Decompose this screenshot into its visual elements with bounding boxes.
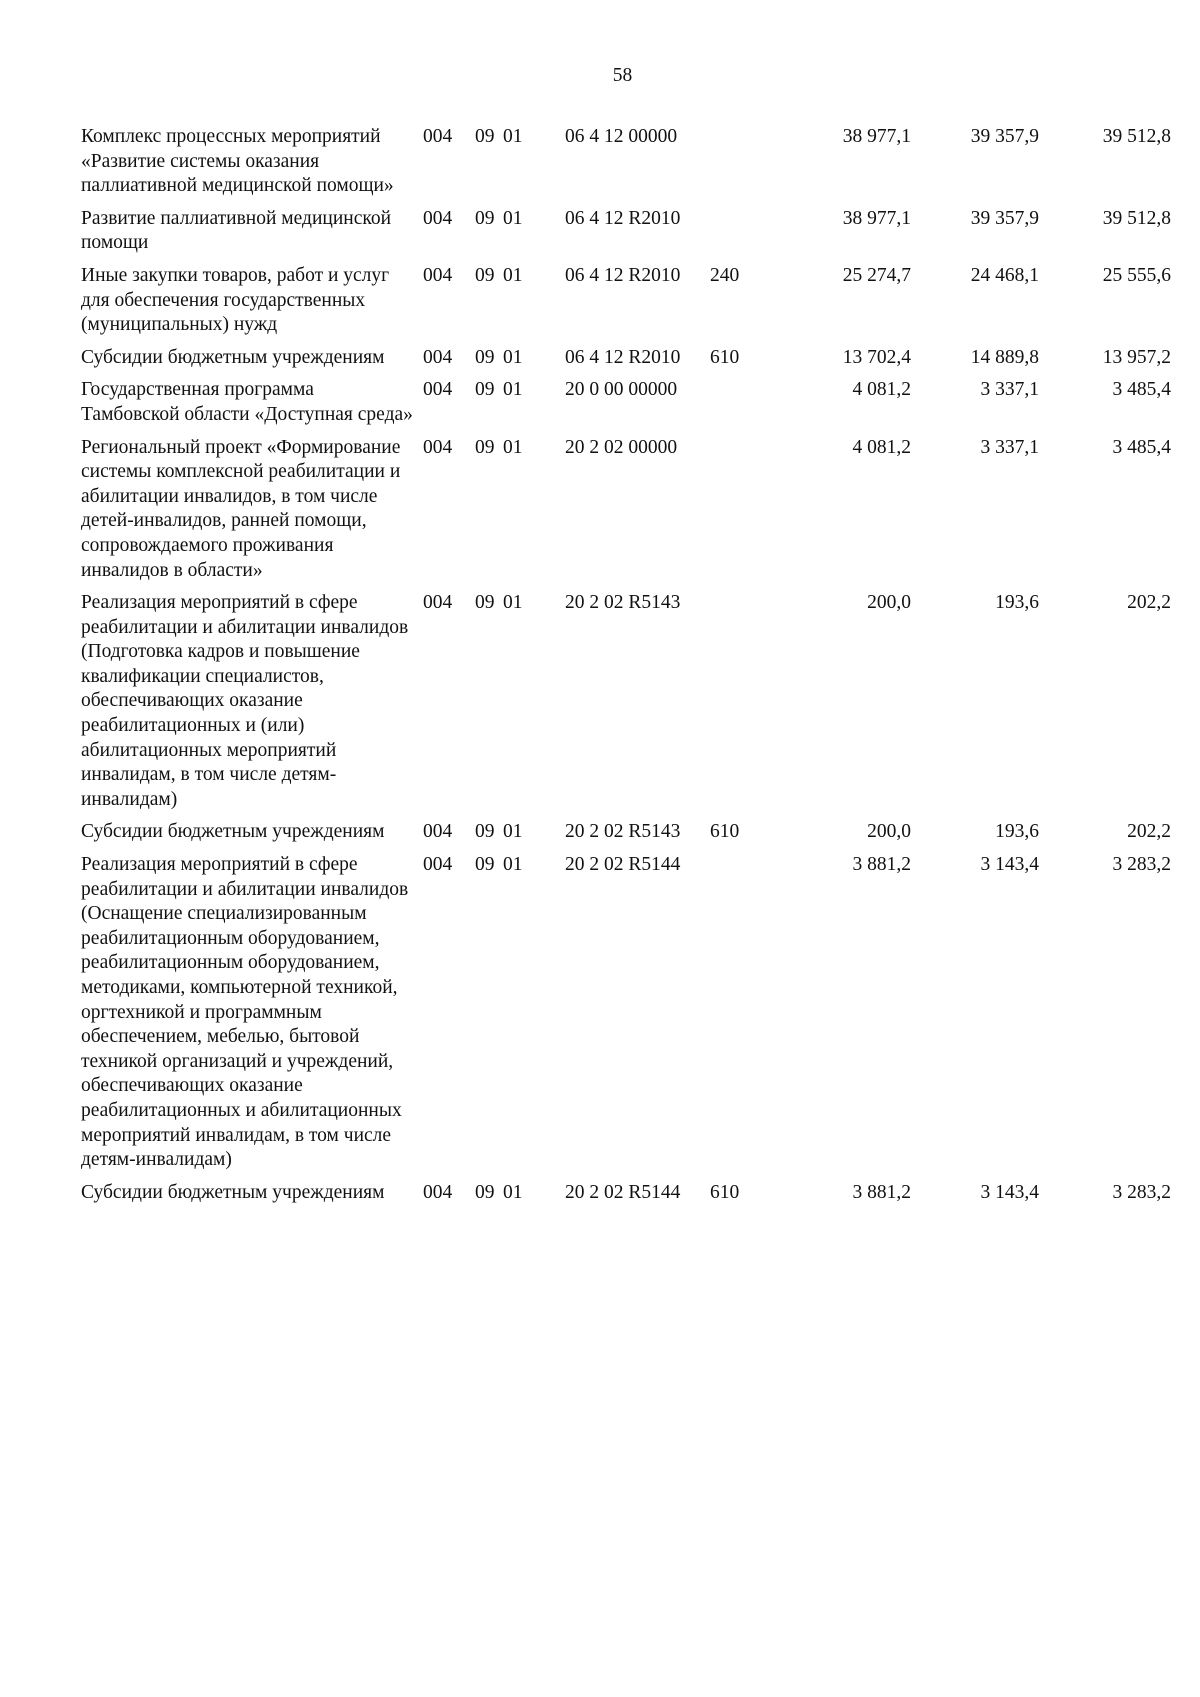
amount-year-1: 4 081,2 (852, 379, 911, 401)
grbs-code: 004 (423, 436, 453, 458)
subsection-code: 01 (503, 436, 523, 458)
section-code: 09 (475, 1181, 495, 1203)
amount-year-3: 13 957,2 (1102, 346, 1171, 368)
table-row (81, 1181, 1171, 1214)
amount-year-3: 3 283,2 (1112, 1181, 1171, 1203)
row-name: Реализация мероприятий в сфере реабилитации и абилитации инвалидов (Оснащение специализированным реабилитационным оборудованием, реабилитационным оборудованием, методиками, компьютерной техникой, оргтехникой и программным обеспечением, мебелью, бытовой техникой организаций и учреждений, обеспечивающих оказание реабилитационных и абилитационных мероприятий инвалидам, в том числе детям-инвалидам) (81, 854, 409, 1171)
section-code: 09 (475, 207, 495, 229)
grbs-code: 004 (423, 207, 453, 229)
subsection-code: 01 (503, 821, 523, 843)
grbs-code: 004 (423, 264, 453, 286)
table-row (81, 378, 1171, 435)
expense-type-code: 610 (710, 346, 740, 368)
expense-type-code (710, 378, 780, 435)
page-number: 58 (612, 65, 633, 86)
amount-year-2: 39 357,9 (970, 126, 1039, 147)
target-article-code: 20 2 02 R5144 (565, 1181, 681, 1203)
amount-year-1: 200,0 (867, 821, 911, 843)
amount-year-2: 3 337,1 (980, 436, 1039, 458)
amount-year-2: 193,6 (995, 821, 1039, 843)
expense-type-code: 240 (710, 264, 740, 286)
row-name: Развитие паллиативной медицинской помощи (81, 207, 392, 254)
amount-year-2: 3 143,4 (980, 854, 1039, 876)
table-row (81, 346, 1171, 379)
amount-year-1: 3 881,2 (852, 1181, 911, 1203)
subsection-code: 01 (503, 126, 523, 147)
grbs-code: 004 (423, 346, 453, 368)
target-article-code: 20 0 00 00000 (565, 379, 678, 401)
subsection-code: 01 (503, 264, 523, 286)
grbs-code: 004 (423, 126, 453, 147)
section-code: 09 (475, 346, 495, 368)
expense-type-code: 610 (710, 1181, 740, 1203)
grbs-code: 004 (423, 854, 453, 876)
amount-year-3: 3 485,4 (1112, 436, 1171, 458)
table-row (81, 264, 1171, 346)
row-name: Субсидии бюджетным учреждениям (81, 346, 385, 368)
expense-type-code (710, 125, 780, 207)
expense-type-code (710, 591, 780, 820)
row-name: Региональный проект «Формирование системы комплексной реабилитации и абилитации инвалидов, в том числе детей-инвалидов, ранней помощи, сопровождаемого проживания инвалидов в области» (81, 436, 401, 581)
section-code: 09 (475, 379, 495, 401)
subsection-code: 01 (503, 346, 523, 368)
amount-year-1: 25 274,7 (842, 264, 911, 286)
expense-type-code: 610 (710, 821, 740, 843)
target-article-code: 06 4 12 R2010 (565, 346, 681, 368)
row-name: Комплекс процессных мероприятий «Развитие системы оказания паллиативной медицинской помощи» (81, 126, 394, 197)
amount-year-3: 202,2 (1127, 821, 1171, 843)
row-name: Субсидии бюджетным учреждениям (81, 1181, 385, 1203)
amount-year-1: 3 881,2 (852, 854, 911, 876)
subsection-code: 01 (503, 207, 523, 229)
target-article-code: 20 2 02 00000 (565, 436, 678, 458)
subsection-code: 01 (503, 1181, 523, 1203)
amount-year-1: 13 702,4 (842, 346, 911, 368)
amount-year-2: 3 337,1 (980, 379, 1039, 401)
expense-type-code (710, 436, 780, 592)
amount-year-1: 4 081,2 (852, 436, 911, 458)
table-row (81, 207, 1171, 264)
target-article-code: 06 4 12 00000 (565, 126, 678, 147)
section-code: 09 (475, 436, 495, 458)
grbs-code: 004 (423, 592, 453, 614)
section-code: 09 (475, 592, 495, 614)
row-name: Реализация мероприятий в сфере реабилитации и абилитации инвалидов (Подготовка кадров и повышение квалификации специалистов, обеспечивающих оказание реабилитационных и (или) абилитационных мероприятий инвалидам, в том числе детям-инвалидам) (81, 592, 409, 810)
amount-year-3: 39 512,8 (1102, 126, 1171, 147)
section-code: 09 (475, 264, 495, 286)
target-article-code: 20 2 02 R5143 (565, 821, 681, 843)
budget-table (81, 125, 1171, 1213)
section-code: 09 (475, 821, 495, 843)
amount-year-1: 38 977,1 (842, 126, 911, 147)
amount-year-3: 25 555,6 (1102, 264, 1171, 286)
row-name: Иные закупки товаров, работ и услуг для обеспечения государственных (муниципальных) нужд (81, 264, 390, 336)
amount-year-3: 39 512,8 (1102, 207, 1171, 229)
expense-type-code (710, 207, 780, 264)
amount-year-3: 202,2 (1127, 592, 1171, 614)
amount-year-1: 38 977,1 (842, 207, 911, 229)
amount-year-2: 3 143,4 (980, 1181, 1039, 1203)
table-row (81, 125, 1171, 207)
row-name: Субсидии бюджетным учреждениям (81, 821, 385, 843)
grbs-code: 004 (423, 1181, 453, 1203)
table-row (81, 436, 1171, 592)
amount-year-3: 3 485,4 (1112, 379, 1171, 401)
amount-year-2: 39 357,9 (970, 207, 1039, 229)
grbs-code: 004 (423, 821, 453, 843)
section-code: 09 (475, 854, 495, 876)
table-row (81, 820, 1171, 853)
target-article-code: 06 4 12 R2010 (565, 207, 681, 229)
target-article-code: 20 2 02 R5143 (565, 592, 681, 614)
table-row (81, 591, 1171, 820)
target-article-code: 20 2 02 R5144 (565, 854, 681, 876)
amount-year-2: 24 468,1 (970, 264, 1039, 286)
section-code: 09 (475, 126, 495, 147)
subsection-code: 01 (503, 592, 523, 614)
expense-type-code (710, 853, 780, 1181)
amount-year-2: 14 889,8 (970, 346, 1039, 368)
table-row (81, 853, 1171, 1181)
amount-year-2: 193,6 (995, 592, 1039, 614)
target-article-code: 06 4 12 R2010 (565, 264, 681, 286)
subsection-code: 01 (503, 379, 523, 401)
subsection-code: 01 (503, 854, 523, 876)
row-name: Государственная программа Тамбовской области «Доступная среда» (81, 379, 413, 425)
amount-year-3: 3 283,2 (1112, 854, 1171, 876)
amount-year-1: 200,0 (867, 592, 911, 614)
grbs-code: 004 (423, 379, 453, 401)
